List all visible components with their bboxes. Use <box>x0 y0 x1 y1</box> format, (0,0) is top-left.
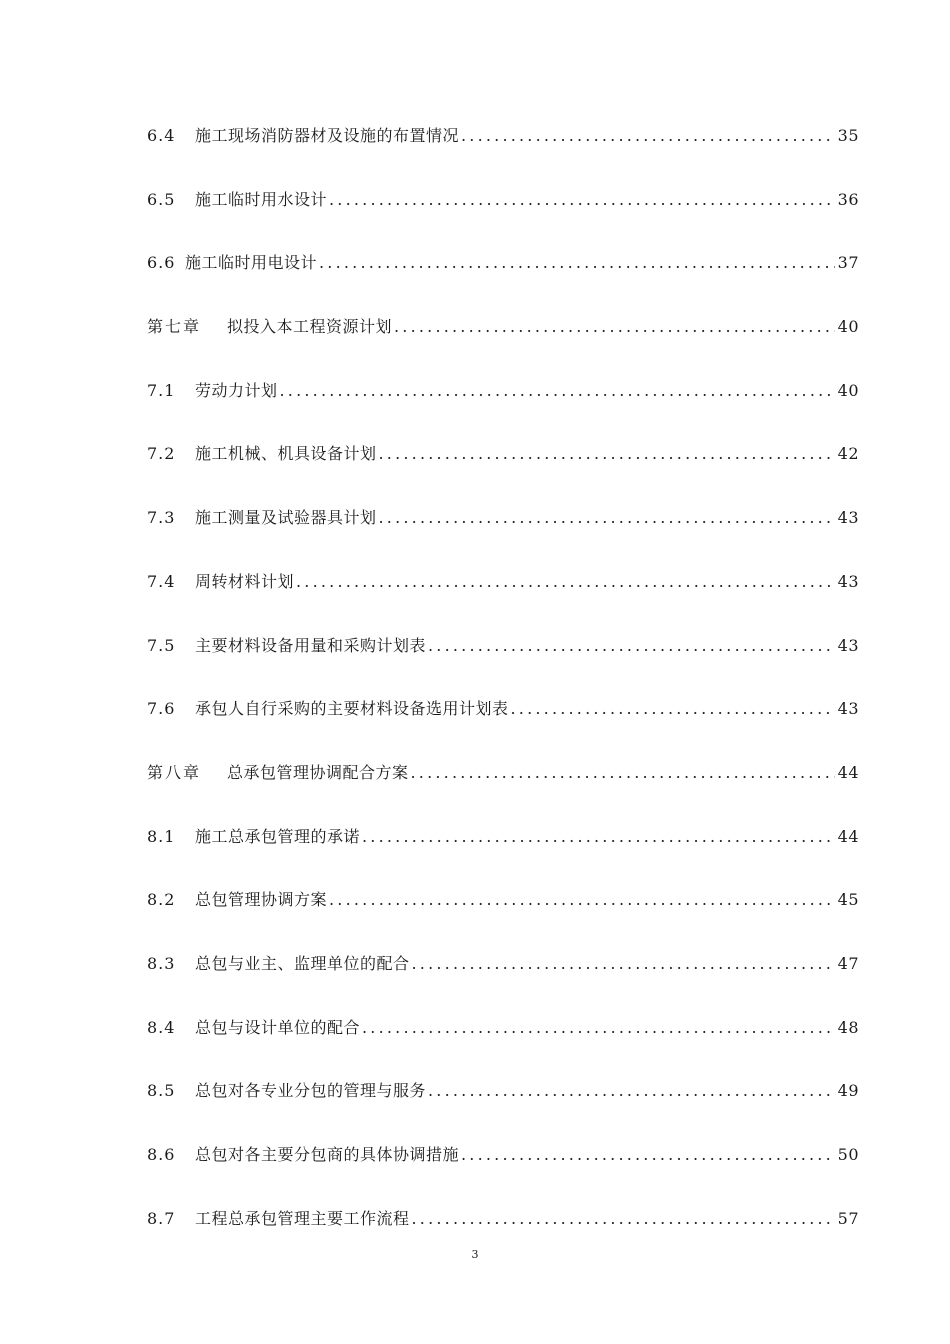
dot-leader <box>511 689 835 729</box>
dot-leader <box>379 498 835 538</box>
toc-entry-number: 8.6 <box>147 1145 176 1164</box>
toc-entry-page: 47 <box>837 953 859 973</box>
toc-entry-number: 7.6 <box>147 699 176 719</box>
toc-entry-number: 6.5 <box>147 189 176 209</box>
toc-entry-page: 37 <box>837 253 859 273</box>
toc-entry[interactable] <box>147 880 859 944</box>
toc-entry-title: 总包对各专业分包的管理与服务 <box>195 1081 427 1101</box>
toc-entry[interactable] <box>147 944 859 1008</box>
toc-entry[interactable] <box>147 1008 859 1072</box>
dot-leader <box>412 1199 835 1239</box>
toc-entry-page: 48 <box>837 1017 859 1037</box>
toc-entry[interactable] <box>147 1071 859 1135</box>
toc-entry-number: 6.6 <box>147 253 176 273</box>
toc-entry[interactable] <box>147 434 859 498</box>
toc-entry-number: 8.3 <box>147 953 176 973</box>
toc-entry-chapter[interactable] <box>147 307 859 371</box>
toc-entry[interactable] <box>147 371 859 435</box>
dot-leader <box>428 1071 835 1111</box>
dot-leader <box>379 434 835 474</box>
toc-entry[interactable] <box>147 180 859 244</box>
toc-entry-page: 43 <box>837 508 859 528</box>
toc-entry-number: 8.2 <box>147 890 176 910</box>
toc-entry[interactable] <box>147 116 859 180</box>
toc-entry-page: 43 <box>837 699 859 719</box>
dot-leader <box>412 944 835 984</box>
toc-entry-title: 总包与业主、监理单位的配合 <box>195 953 410 973</box>
dot-leader <box>461 116 835 156</box>
toc-entry-title: 总包与设计单位的配合 <box>195 1017 361 1037</box>
toc-entry-number: 7.1 <box>147 380 176 400</box>
toc-entry-title: 劳动力计划 <box>195 380 278 400</box>
toc-entry-title: 施工测量及试验器具计划 <box>195 508 377 528</box>
toc-entry-title: 施工总承包管理的承诺 <box>195 826 361 846</box>
toc-entry-title: 总包管理协调方案 <box>195 890 328 910</box>
dot-leader <box>319 243 835 283</box>
toc-entry-title: 拟投入本工程资源计划 <box>227 317 393 337</box>
toc-entry-title: 承包人自行采购的主要材料设备选用计划表 <box>195 699 509 719</box>
page-number: 3 <box>471 1248 479 1261</box>
toc-entry-title: 施工机械、机具设备计划 <box>195 444 377 464</box>
toc-entry-title: 施工临时用水设计 <box>195 189 328 209</box>
toc-chapter-number: 第八章 <box>147 762 202 782</box>
toc-entry-number: 8.7 <box>147 1208 176 1228</box>
toc-entry[interactable] <box>147 498 859 562</box>
toc-entry[interactable] <box>147 626 859 690</box>
dot-leader <box>362 817 835 857</box>
toc-entry-page: 45 <box>837 890 859 910</box>
toc-entry-page: 40 <box>837 317 859 337</box>
toc-entry-page: 44 <box>837 762 859 782</box>
dot-leader <box>394 307 835 347</box>
toc-entry-title: 施工现场消防器材及设施的布置情况 <box>195 126 460 145</box>
toc-entry[interactable] <box>147 817 859 881</box>
dot-leader <box>329 880 835 920</box>
toc-entry-title: 施工临时用电设计 <box>185 253 318 273</box>
toc-entry-title: 总承包管理协调配合方案 <box>227 762 409 782</box>
dot-leader <box>296 562 835 602</box>
toc-entry-page: 44 <box>837 826 859 846</box>
toc-entry-page: 49 <box>837 1081 859 1101</box>
toc-entry-number: 7.5 <box>147 635 176 655</box>
toc-entry-title: 工程总承包管理主要工作流程 <box>195 1208 410 1228</box>
toc-entry-number: 6.4 <box>147 126 176 145</box>
dot-leader <box>362 1008 835 1048</box>
toc-entry-number: 8.4 <box>147 1017 176 1037</box>
toc-entry-title: 周转材料计划 <box>195 571 295 591</box>
dot-leader <box>461 1135 835 1175</box>
toc-entry-number: 7.2 <box>147 444 176 464</box>
dot-leader <box>411 753 835 793</box>
toc-entry-page: 43 <box>837 635 859 655</box>
toc-entry-page: 36 <box>837 189 859 209</box>
toc-entry[interactable] <box>147 1135 859 1199</box>
toc-chapter-number: 第七章 <box>147 317 202 337</box>
dot-leader <box>329 180 835 220</box>
toc-entry-number: 7.3 <box>147 508 176 528</box>
toc-entry-page: 42 <box>837 444 859 464</box>
toc-entry-page: 35 <box>837 126 859 145</box>
toc-entry-page: 43 <box>837 571 859 591</box>
toc-entry-page: 50 <box>837 1145 859 1164</box>
table-of-contents <box>147 116 859 1262</box>
toc-entry[interactable] <box>147 562 859 626</box>
toc-entry-page: 57 <box>837 1208 859 1228</box>
dot-leader <box>280 371 835 411</box>
toc-entry-chapter[interactable] <box>147 753 859 817</box>
toc-entry-number: 8.5 <box>147 1081 176 1101</box>
toc-entry-number: 7.4 <box>147 571 176 591</box>
toc-entry-number: 8.1 <box>147 826 176 846</box>
toc-entry-title: 主要材料设备用量和采购计划表 <box>195 635 427 655</box>
dot-leader <box>428 626 835 666</box>
toc-entry[interactable] <box>147 243 859 307</box>
toc-entry-title: 总包对各主要分包商的具体协调措施 <box>195 1145 460 1164</box>
toc-entry[interactable] <box>147 689 859 753</box>
toc-entry-page: 40 <box>837 380 859 400</box>
